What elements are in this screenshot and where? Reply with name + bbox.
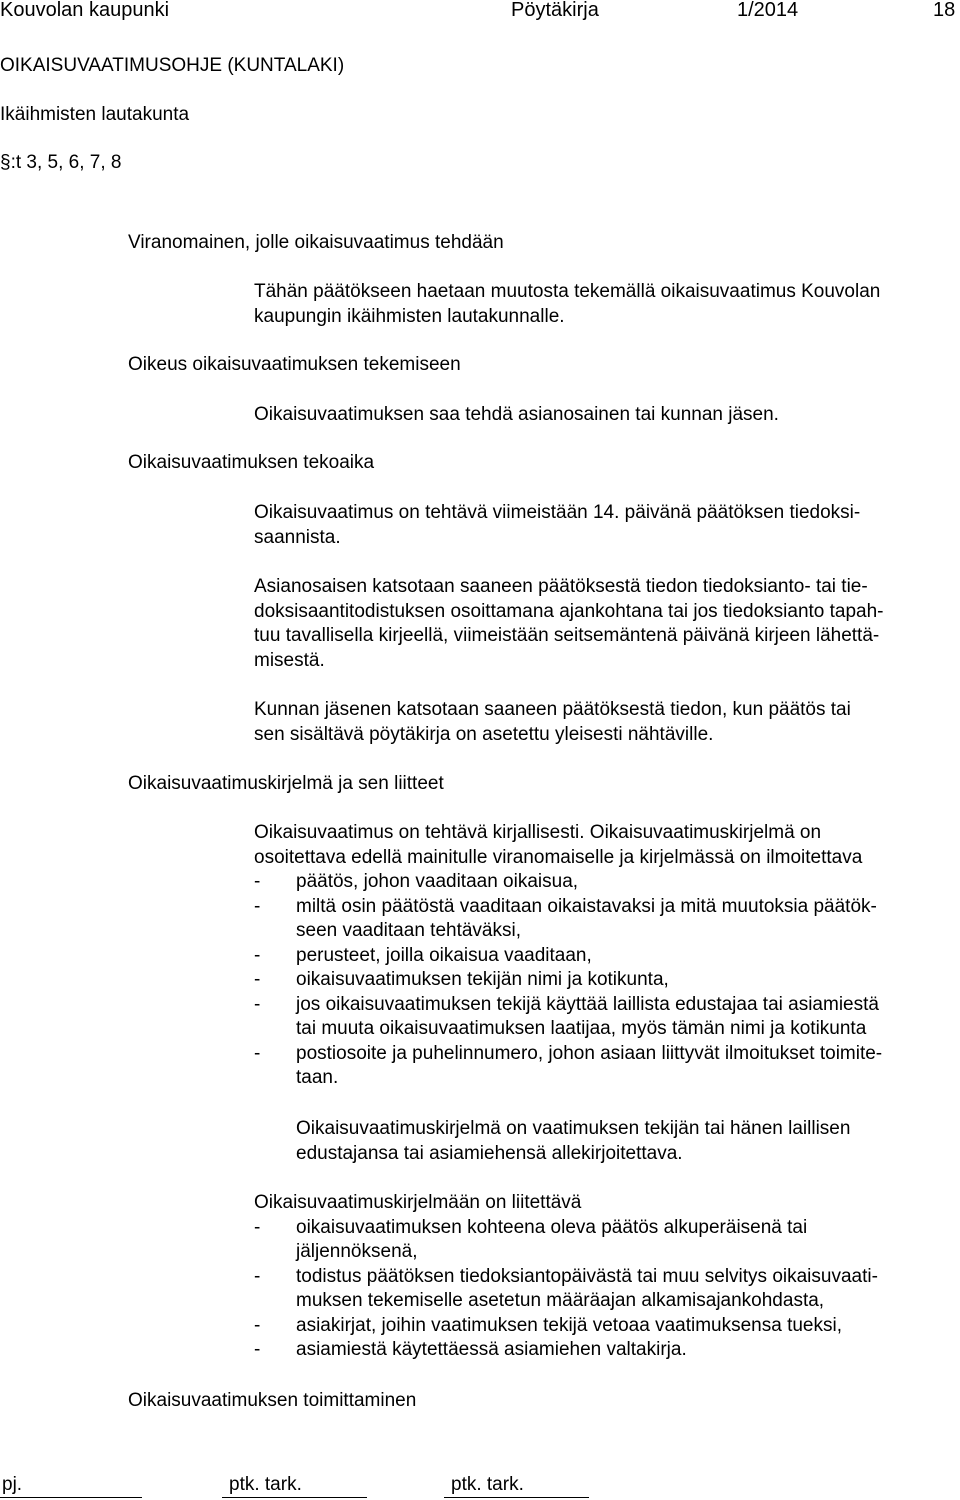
footer-checker-label-1: ptk. tark. bbox=[229, 1474, 302, 1495]
footer-chair-line bbox=[0, 1497, 142, 1498]
party-notice-text: Asianosaisen katsotaan saaneen päätöksestä tiedon tiedoksianto- tai tie- doksisaantitodistuksen osoittamana ajankohtana tai jos tiedoksianto tapah- tuu tavallisella kirjeellä, viimeistään seitsemäntenä päivänä kirjeen lähettä- misestä. bbox=[254, 576, 884, 671]
heading-appeal-document: Oikaisuvaatimuskirjelmä ja sen liitteet bbox=[128, 773, 444, 794]
header-city: Kouvolan kaupunki bbox=[0, 0, 170, 21]
list-item: - oikaisuvaatimuksen tekijän nimi ja kotikunta, bbox=[254, 969, 669, 990]
member-notice-text: Kunnan jäsenen katsotaan saaneen päätöksestä tiedon, kun päätös tai sen sisältävä pöytäkirja on asetettu yleisesti nähtäville. bbox=[254, 699, 851, 745]
heading-submission: Oikaisuvaatimuksen toimittaminen bbox=[128, 1390, 417, 1411]
section-sign-icon: § bbox=[0, 152, 11, 173]
list-item: - perusteet, joilla oikaisua vaaditaan, bbox=[254, 944, 592, 966]
list-item: - todistus päätöksen tiedoksiantopäivästä tai muu selvitys oikaisuvaati- muksen tekemiselle asetetun määräajan alkamisajankohdasta, bbox=[254, 1265, 878, 1311]
authority-text: Tähän päätökseen haetaan muutosta tekemällä oikaisuvaatimus Kouvolan kaupungin ikäihmisten lautakunnalle. bbox=[254, 281, 881, 327]
attachments-list bbox=[254, 1216, 960, 1363]
list-item: - oikaisuvaatimuksen kohteena oleva päätös alkuperäisenä tai jäljennöksenä, bbox=[254, 1216, 808, 1262]
footer-checker-label-2: ptk. tark. bbox=[451, 1474, 524, 1495]
footer-checker-line-1 bbox=[222, 1497, 367, 1498]
heading-appeal-period: Oikaisuvaatimuksen tekoaika bbox=[128, 452, 375, 473]
board-name: Ikäihmisten lautakunta bbox=[0, 104, 190, 125]
header-doc-type: Pöytäkirja bbox=[511, 0, 599, 21]
list-item: - miltä osin päätöstä vaaditaan oikaistavaksi ja mitä muutoksia päätök- seen vaaditaan tehtäväksi, bbox=[254, 895, 877, 941]
attachments-text: Oikaisuvaatimuskirjelmään on liitettävä - oikaisuvaatimuksen kohteena oleva päätös alkuperäisenä tai jäljennöksenä, - todistus päätöksen tiedoksiantopäivästä tai muu selvitys oikaisuvaati- muksen tekemiselle asetetun määräajan alkamisajankohdasta, - asiakirjat, joihin vaatimuksen tekijä vetoaa vaatimuksensa tueksi, - asiamiestä käytettäessä asiamiehen valtakirja. bbox=[254, 1191, 960, 1363]
appeal-period-text: Oikaisuvaatimus on tehtävä viimeistään 14. päivänä päätöksen tiedoksi- saannista. bbox=[254, 502, 861, 548]
list-item: - asiakirjat, joihin vaatimuksen tekijä vetoaa vaatimuksensa tueksi, bbox=[254, 1314, 842, 1336]
footer-chair-label: pj. bbox=[2, 1474, 23, 1495]
footer-checker-line-2 bbox=[444, 1497, 589, 1498]
list-item: - päätös, johon vaaditaan oikaisua, bbox=[254, 871, 579, 892]
appeal-document-text: Oikaisuvaatimus on tehtävä kirjallisesti. Oikaisuvaatimuskirjelmä on osoitettava edellä mainitulle viranomaiselle ja kirjelmässä on ilmoitettava - päätös, johon vaaditaan oikaisua, - miltä osin päätöstä vaaditaan oikaistavaksi ja mitä muutoksia päätök- seen vaaditaan tehtäväksi, - perusteet, joilla oikaisua vaaditaan, - oikaisuvaatimuksen tekijän nimi ja kotikunta, - jos oikaisuvaatimuksen tekijä käyttää laillista edustajaa tai asiamiestä tai muuta oikaisuvaatimuksen laatijaa, myös tämän nimi ja kotikunta - postiosoite ja puhelinnumero, johon asiaan liittyvät ilmoitukset toimite- taan. bbox=[254, 821, 960, 1091]
list-item: - postiosoite ja puhelinnumero, johon asiaan liittyvät ilmoitukset toimite- taan. bbox=[254, 1042, 883, 1088]
heading-right-to-appeal: Oikeus oikaisuvaatimuksen tekemiseen bbox=[128, 354, 461, 375]
document-title: OIKAISUVAATIMUSOHJE (KUNTALAKI) bbox=[0, 55, 345, 76]
right-to-appeal-text: Oikaisuvaatimuksen saa tehdä asianosainen tai kunnan jäsen. bbox=[254, 404, 779, 425]
required-contents-list bbox=[254, 870, 960, 1091]
header-page-number: 18 bbox=[933, 0, 956, 21]
heading-authority: Viranomainen, jolle oikaisuvaatimus tehdään bbox=[128, 232, 504, 253]
sections-reference: §:t 3, 5, 6, 7, 8 bbox=[0, 152, 122, 173]
list-item: - asiamiestä käytettäessä asiamiehen valtakirja. bbox=[254, 1339, 687, 1360]
list-item: - jos oikaisuvaatimuksen tekijä käyttää laillista edustajaa tai asiamiestä tai muuta oikaisuvaatimuksen laatijaa, myös tämän nimi ja kotikunta bbox=[254, 993, 879, 1039]
header-number: 1/2014 bbox=[737, 0, 799, 21]
signature-requirement-text: Oikaisuvaatimuskirjelmä on vaatimuksen tekijän tai hänen laillisen edustajansa tai asiamiehensä allekirjoitettava. bbox=[296, 1118, 851, 1164]
